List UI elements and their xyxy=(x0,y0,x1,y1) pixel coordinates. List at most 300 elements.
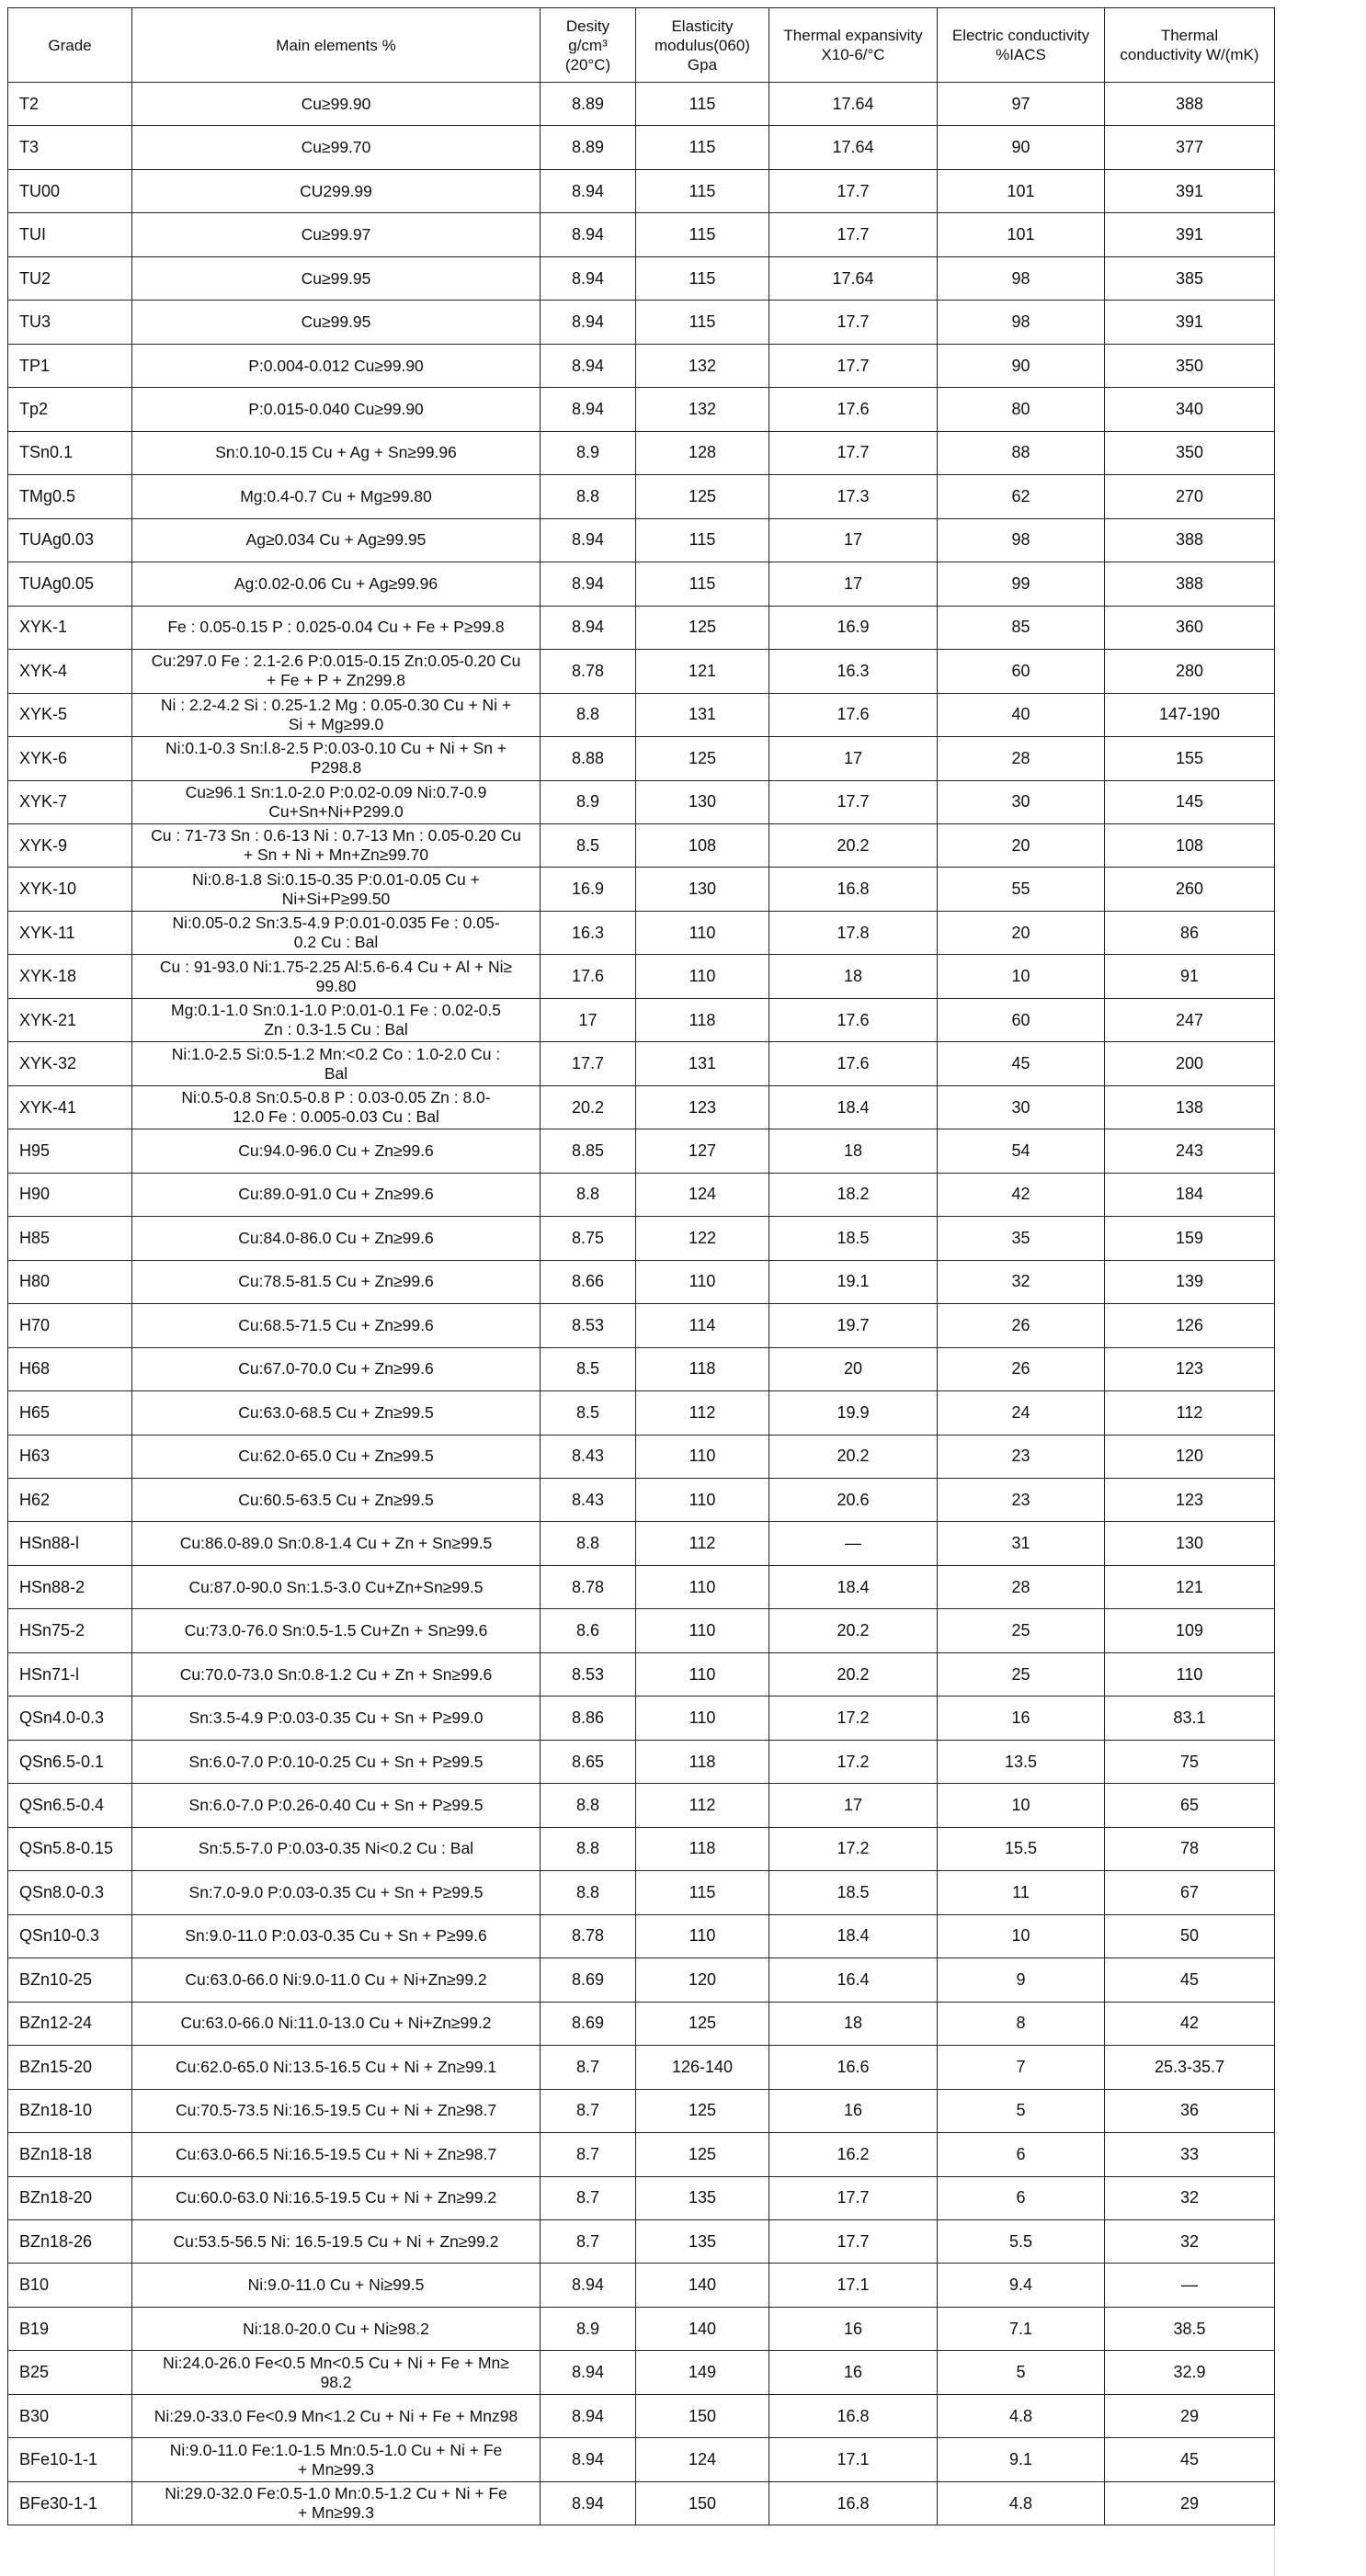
cell-thermal-conductivity: 123 xyxy=(1105,1479,1275,1522)
table-row xyxy=(8,2002,1275,2045)
cell-grade: XYK-18 xyxy=(8,955,132,998)
cell-electric-conductivity: 11 xyxy=(938,1871,1105,1914)
cell-grade: T2 xyxy=(8,83,132,126)
cell-density: 17.6 xyxy=(541,955,636,998)
table-row xyxy=(8,1871,1275,1914)
cell-density: 8.8 xyxy=(541,1827,636,1870)
cell-density: 17 xyxy=(541,998,636,1041)
cell-grade: T3 xyxy=(8,126,132,169)
cell-grade: TU2 xyxy=(8,256,132,300)
cell-electric-conductivity: 9.4 xyxy=(938,2264,1105,2307)
cell-density: 8.85 xyxy=(541,1129,636,1173)
cell-grade: TP1 xyxy=(8,344,132,387)
cell-main-elements: Cu:60.5-63.5 Cu + Zn≥99.5 xyxy=(132,1479,541,1522)
cell-main-elements: Ni:0.05-0.2 Sn:3.5-4.9 P:0.01-0.035 Fe : 0.05- 0.2 Cu : Bal xyxy=(132,911,541,954)
cell-grade: BZn18-20 xyxy=(8,2176,132,2219)
cell-thermal-expansivity: 17 xyxy=(769,1784,938,1827)
cell-main-elements: Ni:18.0-20.0 Cu + Ni≥98.2 xyxy=(132,2307,541,2350)
cell-main-elements: Mg:0.1-1.0 Sn:0.1-1.0 P:0.01-0.1 Fe : 0.02-0.5 Zn : 0.3-1.5 Cu : Bal xyxy=(132,998,541,1041)
cell-density: 8.94 xyxy=(541,606,636,649)
table-row xyxy=(8,2264,1275,2307)
cell-thermal-conductivity: 78 xyxy=(1105,1827,1275,1870)
cell-grade: XYK-1 xyxy=(8,606,132,649)
cell-thermal-expansivity: 16.4 xyxy=(769,1958,938,2002)
cell-main-elements: Sn:9.0-11.0 P:0.03-0.35 Cu + Sn + P≥99.6 xyxy=(132,1914,541,1958)
cell-density: 8.69 xyxy=(541,1958,636,2002)
table-row xyxy=(8,737,1275,780)
cell-electric-conductivity: 25 xyxy=(938,1609,1105,1652)
cell-electric-conductivity: 15.5 xyxy=(938,1827,1105,1870)
cell-thermal-conductivity: 32 xyxy=(1105,2176,1275,2219)
cell-electric-conductivity: 98 xyxy=(938,301,1105,344)
cell-thermal-expansivity: 18.4 xyxy=(769,1914,938,1958)
cell-thermal-expansivity: 18.4 xyxy=(769,1565,938,1608)
cell-electric-conductivity: 55 xyxy=(938,868,1105,911)
cell-electric-conductivity: 4.8 xyxy=(938,2481,1105,2525)
cell-thermal-expansivity: 18.4 xyxy=(769,1085,938,1129)
cell-density: 8.66 xyxy=(541,1260,636,1303)
cell-elasticity: 150 xyxy=(636,2481,769,2525)
header-electric-conductivity: Electric conductivity %IACS xyxy=(938,8,1105,83)
cell-thermal-expansivity: 17 xyxy=(769,562,938,606)
header-main-elements: Main elements % xyxy=(132,8,541,83)
cell-main-elements: Ni:9.0-11.0 Fe:1.0-1.5 Mn:0.5-1.0 Cu + Ni + Fe + Mn≥99.3 xyxy=(132,2438,541,2481)
cell-thermal-conductivity: 130 xyxy=(1105,1522,1275,1565)
cell-thermal-conductivity: 260 xyxy=(1105,868,1275,911)
cell-elasticity: 115 xyxy=(636,169,769,212)
cell-electric-conductivity: 28 xyxy=(938,1565,1105,1608)
cell-grade: BZn12-24 xyxy=(8,2002,132,2045)
cell-density: 8.5 xyxy=(541,1347,636,1390)
table-row xyxy=(8,475,1275,518)
cell-main-elements: Cu:62.0-65.0 Cu + Zn≥99.5 xyxy=(132,1435,541,1478)
cell-electric-conductivity: 13.5 xyxy=(938,1740,1105,1783)
cell-electric-conductivity: 4.8 xyxy=(938,2394,1105,2437)
table-row xyxy=(8,1304,1275,1347)
cell-density: 8.8 xyxy=(541,1173,636,1216)
cell-grade: XYK-4 xyxy=(8,650,132,693)
cell-density: 8.89 xyxy=(541,83,636,126)
cell-thermal-conductivity: 91 xyxy=(1105,955,1275,998)
cell-thermal-conductivity: 247 xyxy=(1105,998,1275,1041)
cell-thermal-expansivity: 17 xyxy=(769,518,938,562)
cell-density: 8.94 xyxy=(541,169,636,212)
cell-electric-conductivity: 26 xyxy=(938,1347,1105,1390)
cell-grade: QSn6.5-0.1 xyxy=(8,1740,132,1783)
cell-density: 16.3 xyxy=(541,911,636,954)
cell-thermal-expansivity: 17.6 xyxy=(769,693,938,736)
cell-main-elements: Ni:24.0-26.0 Fe<0.5 Mn<0.5 Cu + Ni + Fe + Mn≥ 98.2 xyxy=(132,2351,541,2394)
table-row xyxy=(8,868,1275,911)
table-row xyxy=(8,1129,1275,1173)
table-row xyxy=(8,1609,1275,1652)
cell-density: 8.78 xyxy=(541,1914,636,1958)
cell-density: 8.94 xyxy=(541,518,636,562)
cell-density: 8.7 xyxy=(541,2046,636,2089)
cell-electric-conductivity: 32 xyxy=(938,1260,1105,1303)
cell-electric-conductivity: 60 xyxy=(938,650,1105,693)
cell-thermal-expansivity: 17.64 xyxy=(769,126,938,169)
cell-grade: XYK-11 xyxy=(8,911,132,954)
cell-main-elements: Ni:1.0-2.5 Si:0.5-1.2 Mn:<0.2 Co : 1.0-2.0 Cu : Bal xyxy=(132,1042,541,1085)
cell-main-elements: Sn:5.5-7.0 P:0.03-0.35 Ni<0.2 Cu : Bal xyxy=(132,1827,541,1870)
cell-elasticity: 110 xyxy=(636,1914,769,1958)
cell-density: 8.94 xyxy=(541,344,636,387)
cell-elasticity: 115 xyxy=(636,518,769,562)
cell-electric-conductivity: 30 xyxy=(938,1085,1105,1129)
cell-electric-conductivity: 10 xyxy=(938,955,1105,998)
cell-electric-conductivity: 42 xyxy=(938,1173,1105,1216)
cell-electric-conductivity: 101 xyxy=(938,169,1105,212)
cell-thermal-conductivity: 270 xyxy=(1105,475,1275,518)
cell-grade: B10 xyxy=(8,2264,132,2307)
cell-main-elements: Sn:6.0-7.0 P:0.10-0.25 Cu + Sn + P≥99.5 xyxy=(132,1740,541,1783)
cell-thermal-expansivity: 16.6 xyxy=(769,2046,938,2089)
cell-electric-conductivity: 30 xyxy=(938,780,1105,823)
cell-main-elements: Cu:63.0-66.5 Ni:16.5-19.5 Cu + Ni + Zn≥98.7 xyxy=(132,2133,541,2176)
table-row xyxy=(8,1652,1275,1696)
cell-elasticity: 130 xyxy=(636,780,769,823)
cell-density: 20.2 xyxy=(541,1085,636,1129)
cell-thermal-conductivity: 25.3-35.7 xyxy=(1105,2046,1275,2089)
cell-thermal-expansivity: — xyxy=(769,1522,938,1565)
cell-thermal-conductivity: 45 xyxy=(1105,2438,1275,2481)
cell-main-elements: Cu:63.0-68.5 Cu + Zn≥99.5 xyxy=(132,1391,541,1435)
cell-density: 8.75 xyxy=(541,1217,636,1260)
cell-thermal-expansivity: 16 xyxy=(769,2089,938,2132)
cell-main-elements: P:0.015-0.040 Cu≥99.90 xyxy=(132,388,541,431)
cell-thermal-expansivity: 17.7 xyxy=(769,169,938,212)
cell-thermal-expansivity: 17.7 xyxy=(769,780,938,823)
cell-grade: BZn18-26 xyxy=(8,2219,132,2263)
cell-main-elements: Cu:78.5-81.5 Cu + Zn≥99.6 xyxy=(132,1260,541,1303)
cell-elasticity: 110 xyxy=(636,1260,769,1303)
cell-grade: HSn71-l xyxy=(8,1652,132,1696)
cell-grade: TU3 xyxy=(8,301,132,344)
cell-grade: TMg0.5 xyxy=(8,475,132,518)
cell-density: 8.65 xyxy=(541,1740,636,1783)
cell-main-elements: Cu≥99.95 xyxy=(132,301,541,344)
cell-thermal-expansivity: 17.6 xyxy=(769,998,938,1041)
cell-thermal-expansivity: 18.2 xyxy=(769,1173,938,1216)
cell-density: 8.9 xyxy=(541,431,636,474)
cell-electric-conductivity: 9.1 xyxy=(938,2438,1105,2481)
cell-main-elements: Ni:29.0-33.0 Fe<0.9 Mn<1.2 Cu + Ni + Fe + Mnz98 xyxy=(132,2394,541,2437)
table-row xyxy=(8,2438,1275,2481)
cell-thermal-conductivity: 42 xyxy=(1105,2002,1275,2045)
cell-electric-conductivity: 40 xyxy=(938,693,1105,736)
cell-density: 8.8 xyxy=(541,1522,636,1565)
cell-elasticity: 118 xyxy=(636,1827,769,1870)
cell-main-elements: Cu:67.0-70.0 Cu + Zn≥99.6 xyxy=(132,1347,541,1390)
cell-main-elements: Sn:6.0-7.0 P:0.26-0.40 Cu + Sn + P≥99.5 xyxy=(132,1784,541,1827)
cell-grade: TU00 xyxy=(8,169,132,212)
cell-main-elements: Cu:63.0-66.0 Ni:11.0-13.0 Cu + Ni+Zn≥99.2 xyxy=(132,2002,541,2045)
cell-elasticity: 123 xyxy=(636,1085,769,1129)
cell-density: 8.5 xyxy=(541,823,636,867)
cell-elasticity: 124 xyxy=(636,1173,769,1216)
cell-thermal-expansivity: 18 xyxy=(769,955,938,998)
cell-grade: H85 xyxy=(8,1217,132,1260)
header-thermal-expansivity: Thermal expansivity X10-6/°C xyxy=(769,8,938,83)
table-row xyxy=(8,911,1275,954)
cell-elasticity: 110 xyxy=(636,1652,769,1696)
cell-main-elements: Mg:0.4-0.7 Cu + Mg≥99.80 xyxy=(132,475,541,518)
cell-elasticity: 115 xyxy=(636,301,769,344)
cell-elasticity: 131 xyxy=(636,1042,769,1085)
cell-thermal-expansivity: 20.2 xyxy=(769,823,938,867)
cell-elasticity: 110 xyxy=(636,1697,769,1740)
cell-electric-conductivity: 8 xyxy=(938,2002,1105,2045)
cell-elasticity: 112 xyxy=(636,1784,769,1827)
table-row xyxy=(8,562,1275,606)
cell-elasticity: 126-140 xyxy=(636,2046,769,2089)
cell-elasticity: 124 xyxy=(636,2438,769,2481)
table-row xyxy=(8,998,1275,1041)
cell-grade: QSn8.0-0.3 xyxy=(8,1871,132,1914)
cell-elasticity: 131 xyxy=(636,693,769,736)
cell-electric-conductivity: 20 xyxy=(938,911,1105,954)
table-row xyxy=(8,650,1275,693)
cell-elasticity: 130 xyxy=(636,868,769,911)
cell-electric-conductivity: 10 xyxy=(938,1784,1105,1827)
table-row xyxy=(8,1173,1275,1216)
table-row xyxy=(8,1740,1275,1783)
cell-thermal-expansivity: 16.3 xyxy=(769,650,938,693)
cell-thermal-conductivity: 340 xyxy=(1105,388,1275,431)
cell-grade: BZn18-10 xyxy=(8,2089,132,2132)
cell-elasticity: 118 xyxy=(636,998,769,1041)
cell-density: 8.94 xyxy=(541,213,636,256)
cell-grade: BZn15-20 xyxy=(8,2046,132,2089)
cell-elasticity: 121 xyxy=(636,650,769,693)
cell-main-elements: Cu:63.0-66.0 Ni:9.0-11.0 Cu + Ni+Zn≥99.2 xyxy=(132,1958,541,2002)
cell-grade: H70 xyxy=(8,1304,132,1347)
cell-density: 8.53 xyxy=(541,1652,636,1696)
cell-main-elements: Ag≥0.034 Cu + Ag≥99.95 xyxy=(132,518,541,562)
cell-density: 8.94 xyxy=(541,2481,636,2525)
cell-elasticity: 110 xyxy=(636,1435,769,1478)
cell-grade: HSn75-2 xyxy=(8,1609,132,1652)
table-row xyxy=(8,169,1275,212)
cell-density: 8.7 xyxy=(541,2089,636,2132)
cell-thermal-expansivity: 18.5 xyxy=(769,1871,938,1914)
cell-thermal-expansivity: 17.64 xyxy=(769,83,938,126)
cell-main-elements: Cu:62.0-65.0 Ni:13.5-16.5 Cu + Ni + Zn≥99.1 xyxy=(132,2046,541,2089)
cell-density: 8.7 xyxy=(541,2133,636,2176)
cell-thermal-expansivity: 20.2 xyxy=(769,1652,938,1696)
cell-thermal-conductivity: 45 xyxy=(1105,1958,1275,2002)
cell-thermal-conductivity: 29 xyxy=(1105,2481,1275,2525)
cell-thermal-expansivity: 16 xyxy=(769,2351,938,2394)
cell-thermal-conductivity: 184 xyxy=(1105,1173,1275,1216)
cell-electric-conductivity: 23 xyxy=(938,1479,1105,1522)
cell-grade: XYK-32 xyxy=(8,1042,132,1085)
table-row xyxy=(8,344,1275,387)
cell-electric-conductivity: 98 xyxy=(938,256,1105,300)
table-row xyxy=(8,606,1275,649)
cell-thermal-conductivity: 391 xyxy=(1105,169,1275,212)
cell-elasticity: 125 xyxy=(636,2133,769,2176)
cell-electric-conductivity: 5 xyxy=(938,2351,1105,2394)
cell-thermal-conductivity: 147-190 xyxy=(1105,693,1275,736)
table-row xyxy=(8,1085,1275,1129)
cell-grade: B19 xyxy=(8,2307,132,2350)
cell-electric-conductivity: 80 xyxy=(938,388,1105,431)
table-row xyxy=(8,213,1275,256)
cell-thermal-conductivity: 120 xyxy=(1105,1435,1275,1478)
cell-elasticity: 115 xyxy=(636,256,769,300)
cell-thermal-expansivity: 16.8 xyxy=(769,2394,938,2437)
cell-main-elements: Cu≥99.95 xyxy=(132,256,541,300)
cell-thermal-expansivity: 16 xyxy=(769,2307,938,2350)
cell-thermal-conductivity: 109 xyxy=(1105,1609,1275,1652)
cell-main-elements: Cu:297.0 Fe : 2.1-2.6 P:0.015-0.15 Zn:0.05-0.20 Cu + Fe + P + Zn299.8 xyxy=(132,650,541,693)
cell-thermal-expansivity: 17.7 xyxy=(769,344,938,387)
cell-thermal-conductivity: 350 xyxy=(1105,431,1275,474)
cell-thermal-conductivity: 112 xyxy=(1105,1391,1275,1435)
cell-main-elements: Ni:0.5-0.8 Sn:0.5-0.8 P : 0.03-0.05 Zn : 8.0- 12.0 Fe : 0.005-0.03 Cu : Bal xyxy=(132,1085,541,1129)
cell-density: 8.88 xyxy=(541,737,636,780)
cell-electric-conductivity: 28 xyxy=(938,737,1105,780)
cell-elasticity: 118 xyxy=(636,1347,769,1390)
cell-thermal-expansivity: 18 xyxy=(769,1129,938,1173)
cell-elasticity: 115 xyxy=(636,213,769,256)
table-row xyxy=(8,518,1275,562)
cell-elasticity: 140 xyxy=(636,2264,769,2307)
cell-elasticity: 135 xyxy=(636,2219,769,2263)
cell-thermal-expansivity: 17.6 xyxy=(769,1042,938,1085)
cell-elasticity: 125 xyxy=(636,475,769,518)
cell-thermal-conductivity: 138 xyxy=(1105,1085,1275,1129)
cell-main-elements: Ni : 2.2-4.2 Si : 0.25-1.2 Mg : 0.05-0.30 Cu + Ni + Si + Mg≥99.0 xyxy=(132,693,541,736)
cell-electric-conductivity: 23 xyxy=(938,1435,1105,1478)
cell-grade: XYK-7 xyxy=(8,780,132,823)
cell-elasticity: 122 xyxy=(636,1217,769,1260)
table-row xyxy=(8,1827,1275,1870)
cell-grade: H80 xyxy=(8,1260,132,1303)
cell-density: 8.8 xyxy=(541,1784,636,1827)
cell-main-elements: Fe : 0.05-0.15 P : 0.025-0.04 Cu + Fe + P≥99.8 xyxy=(132,606,541,649)
cell-thermal-conductivity: 200 xyxy=(1105,1042,1275,1085)
cell-thermal-conductivity: 145 xyxy=(1105,780,1275,823)
table-row xyxy=(8,301,1275,344)
cell-electric-conductivity: 9 xyxy=(938,1958,1105,2002)
table-row xyxy=(8,2133,1275,2176)
cell-main-elements: Ag:0.02-0.06 Cu + Ag≥99.96 xyxy=(132,562,541,606)
cell-grade: TUAg0.03 xyxy=(8,518,132,562)
cell-grade: XYK-6 xyxy=(8,737,132,780)
cell-elasticity: 140 xyxy=(636,2307,769,2350)
cell-main-elements: Cu:60.0-63.0 Ni:16.5-19.5 Cu + Ni + Zn≥99.2 xyxy=(132,2176,541,2219)
cell-thermal-conductivity: 67 xyxy=(1105,1871,1275,1914)
cell-density: 8.6 xyxy=(541,1609,636,1652)
cell-grade: H90 xyxy=(8,1173,132,1216)
table-row xyxy=(8,2351,1275,2394)
cell-elasticity: 114 xyxy=(636,1304,769,1347)
copy-alloy-properties-table xyxy=(7,7,1275,2525)
cell-density: 8.9 xyxy=(541,2307,636,2350)
cell-main-elements: CU299.99 xyxy=(132,169,541,212)
cell-density: 8.94 xyxy=(541,2394,636,2437)
cell-thermal-expansivity: 17.6 xyxy=(769,388,938,431)
cell-thermal-conductivity: 388 xyxy=(1105,518,1275,562)
cell-density: 8.53 xyxy=(541,1304,636,1347)
cell-thermal-expansivity: 19.7 xyxy=(769,1304,938,1347)
cell-thermal-conductivity: 388 xyxy=(1105,83,1275,126)
cell-grade: TUAg0.05 xyxy=(8,562,132,606)
cell-electric-conductivity: 90 xyxy=(938,344,1105,387)
cell-grade: Tp2 xyxy=(8,388,132,431)
cell-electric-conductivity: 54 xyxy=(938,1129,1105,1173)
cell-grade: XYK-9 xyxy=(8,823,132,867)
cell-thermal-expansivity: 17.2 xyxy=(769,1740,938,1783)
cell-grade: B30 xyxy=(8,2394,132,2437)
cell-main-elements: Cu:70.5-73.5 Ni:16.5-19.5 Cu + Ni + Zn≥98.7 xyxy=(132,2089,541,2132)
cell-grade: QSn10-0.3 xyxy=(8,1914,132,1958)
cell-main-elements: Cu:53.5-56.5 Ni: 16.5-19.5 Cu + Ni + Zn≥99.2 xyxy=(132,2219,541,2263)
cell-density: 8.94 xyxy=(541,388,636,431)
cell-grade: TSn0.1 xyxy=(8,431,132,474)
cell-density: 8.94 xyxy=(541,2264,636,2307)
cell-density: 8.8 xyxy=(541,693,636,736)
cell-thermal-conductivity: 243 xyxy=(1105,1129,1275,1173)
cell-grade: H65 xyxy=(8,1391,132,1435)
cell-electric-conductivity: 10 xyxy=(938,1914,1105,1958)
cell-thermal-expansivity: 17.64 xyxy=(769,256,938,300)
cell-electric-conductivity: 99 xyxy=(938,562,1105,606)
cell-elasticity: 149 xyxy=(636,2351,769,2394)
cell-thermal-conductivity: 121 xyxy=(1105,1565,1275,1608)
cell-thermal-expansivity: 17.7 xyxy=(769,431,938,474)
cell-electric-conductivity: 5 xyxy=(938,2089,1105,2132)
cell-main-elements: Cu:73.0-76.0 Sn:0.5-1.5 Cu+Zn + Sn≥99.6 xyxy=(132,1609,541,1652)
table-row xyxy=(8,1042,1275,1085)
cell-electric-conductivity: 24 xyxy=(938,1391,1105,1435)
cell-electric-conductivity: 25 xyxy=(938,1652,1105,1696)
table-row xyxy=(8,1784,1275,1827)
table-row xyxy=(8,2046,1275,2089)
cell-grade: QSn4.0-0.3 xyxy=(8,1697,132,1740)
cell-main-elements: Cu≥96.1 Sn:1.0-2.0 P:0.02-0.09 Ni:0.7-0.9 Cu+Sn+Ni+P299.0 xyxy=(132,780,541,823)
cell-electric-conductivity: 6 xyxy=(938,2133,1105,2176)
cell-thermal-conductivity: 65 xyxy=(1105,1784,1275,1827)
table-row xyxy=(8,1260,1275,1303)
cell-density: 8.5 xyxy=(541,1391,636,1435)
cell-main-elements: Cu≥99.90 xyxy=(132,83,541,126)
cell-thermal-conductivity: 280 xyxy=(1105,650,1275,693)
table-row xyxy=(8,1435,1275,1478)
table-row xyxy=(8,955,1275,998)
cell-density: 8.9 xyxy=(541,780,636,823)
cell-thermal-conductivity: 83.1 xyxy=(1105,1697,1275,1740)
cell-elasticity: 110 xyxy=(636,1479,769,1522)
cell-thermal-expansivity: 19.1 xyxy=(769,1260,938,1303)
cell-main-elements: Cu:86.0-89.0 Sn:0.8-1.4 Cu + Zn + Sn≥99.5 xyxy=(132,1522,541,1565)
table-row xyxy=(8,2307,1275,2350)
cell-thermal-conductivity: 75 xyxy=(1105,1740,1275,1783)
cell-grade: XYK-5 xyxy=(8,693,132,736)
cell-grade: BFe30-1-1 xyxy=(8,2481,132,2525)
cell-thermal-expansivity: 17.1 xyxy=(769,2438,938,2481)
table-row xyxy=(8,2481,1275,2525)
cell-electric-conductivity: 60 xyxy=(938,998,1105,1041)
cell-main-elements: Cu≥99.70 xyxy=(132,126,541,169)
table-row xyxy=(8,2394,1275,2437)
cell-thermal-conductivity: 139 xyxy=(1105,1260,1275,1303)
cell-elasticity: 115 xyxy=(636,83,769,126)
cell-elasticity: 115 xyxy=(636,1871,769,1914)
